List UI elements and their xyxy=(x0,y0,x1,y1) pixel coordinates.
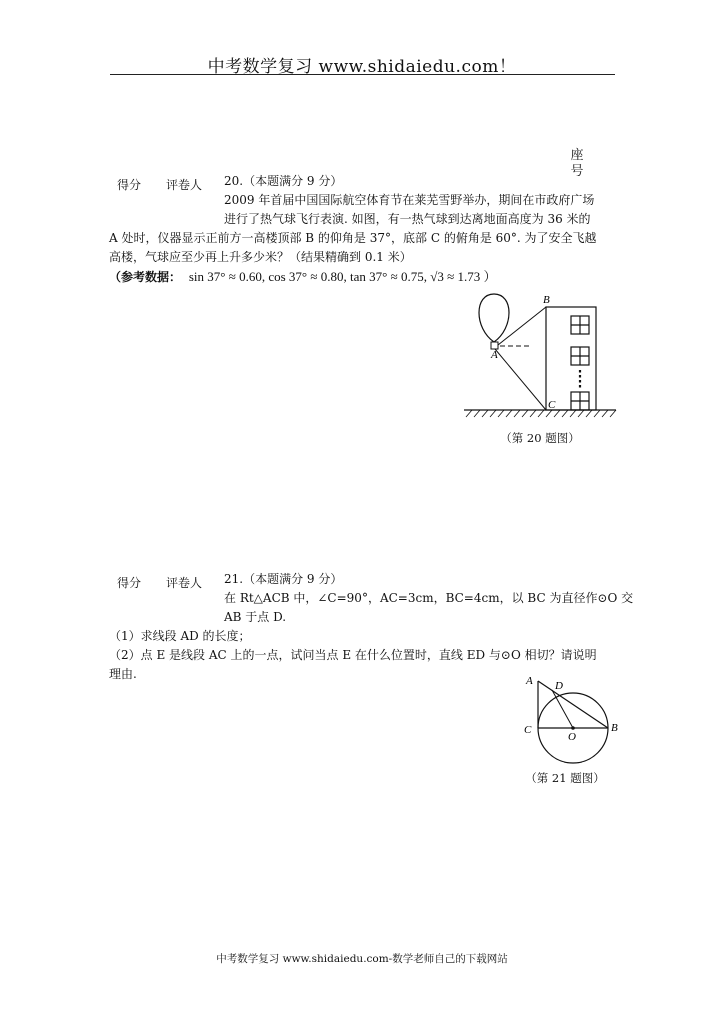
q20-ref-data: sin 37° ≈ 0.60, cos 37° ≈ 0.80, tan 37° ≈ 0.75, √3 ≈ 1.73 ） xyxy=(188,269,497,284)
q21-score-label: 得分 xyxy=(117,576,142,590)
q20-reference xyxy=(109,267,497,287)
q20-line3: A 处时，仪器显示正前方一高楼顶部 B 的仰角是 37°，底部 C 的俯角是 60°. 为了安全飞越 xyxy=(109,231,597,245)
q21-part2: （2）点 E 是线段 AC 上的一点，试问当点 E 在什么位置时，直线 ED 与⊙O 相切？请说明 xyxy=(109,648,597,662)
page-footer: 中考数学复习 www.shidaiedu.com-数学老师自己的下载网站 xyxy=(216,953,508,965)
balloon-basket xyxy=(491,342,498,349)
q20-grader-label: 评卷人 xyxy=(166,178,203,192)
q20-line4: 高楼，气球应至少再上升多少米？（结果精确到 0.1 米） xyxy=(109,250,412,264)
segment-do xyxy=(552,690,573,728)
label-a: A xyxy=(491,349,498,361)
balloon-shape xyxy=(479,294,509,342)
q20-figure xyxy=(460,290,620,425)
q20-line2: 进行了热气球飞行表演. 如图，有一热气球到达离地面高度为 36 米的 xyxy=(224,212,591,226)
q21-heading: 21.（本题满分 9 分） xyxy=(224,572,343,586)
q21-line1: 在 Rt△ACB 中，∠C=90°，AC=3cm，BC=4cm，以 BC 为直径作⊙O 交 xyxy=(224,591,634,605)
q21-line2: AB 于点 D. xyxy=(224,610,287,624)
label-b: B xyxy=(543,294,550,306)
building-windows xyxy=(571,316,589,410)
q21-grader-label: 评卷人 xyxy=(166,576,203,590)
sightline-ac xyxy=(495,349,546,410)
sightline-ab xyxy=(498,307,546,345)
q20-heading: 20.（本题满分 9 分） xyxy=(224,174,343,188)
q21-figure xyxy=(515,672,620,772)
header-rule xyxy=(110,74,615,75)
segment-ab xyxy=(538,681,608,728)
q20-ref-label: （参考数据： xyxy=(109,270,182,284)
label-b: B xyxy=(611,722,618,734)
label-c: C xyxy=(524,724,532,736)
center-dot xyxy=(571,726,575,730)
q20-line1: 2009 年首届中国国际航空体育节在莱芜雪野举办，期间在市政府广场 xyxy=(224,193,595,207)
label-a: A xyxy=(526,675,533,687)
seat-number-label: 座号 xyxy=(570,148,584,179)
q21-part1: （1）求线段 AD 的长度； xyxy=(109,629,251,643)
q20-figure-caption: （第 20 题图） xyxy=(500,431,580,445)
label-c: C xyxy=(548,399,556,411)
q21-part2-cont: 理由. xyxy=(109,667,137,681)
page-header: 中考数学复习 www.shidaiedu.com！ xyxy=(207,57,517,77)
q20-score-label: 得分 xyxy=(117,178,142,192)
q21-figure-caption: （第 21 题图） xyxy=(525,771,605,785)
label-d: D xyxy=(555,680,563,692)
label-o: O xyxy=(568,731,576,743)
